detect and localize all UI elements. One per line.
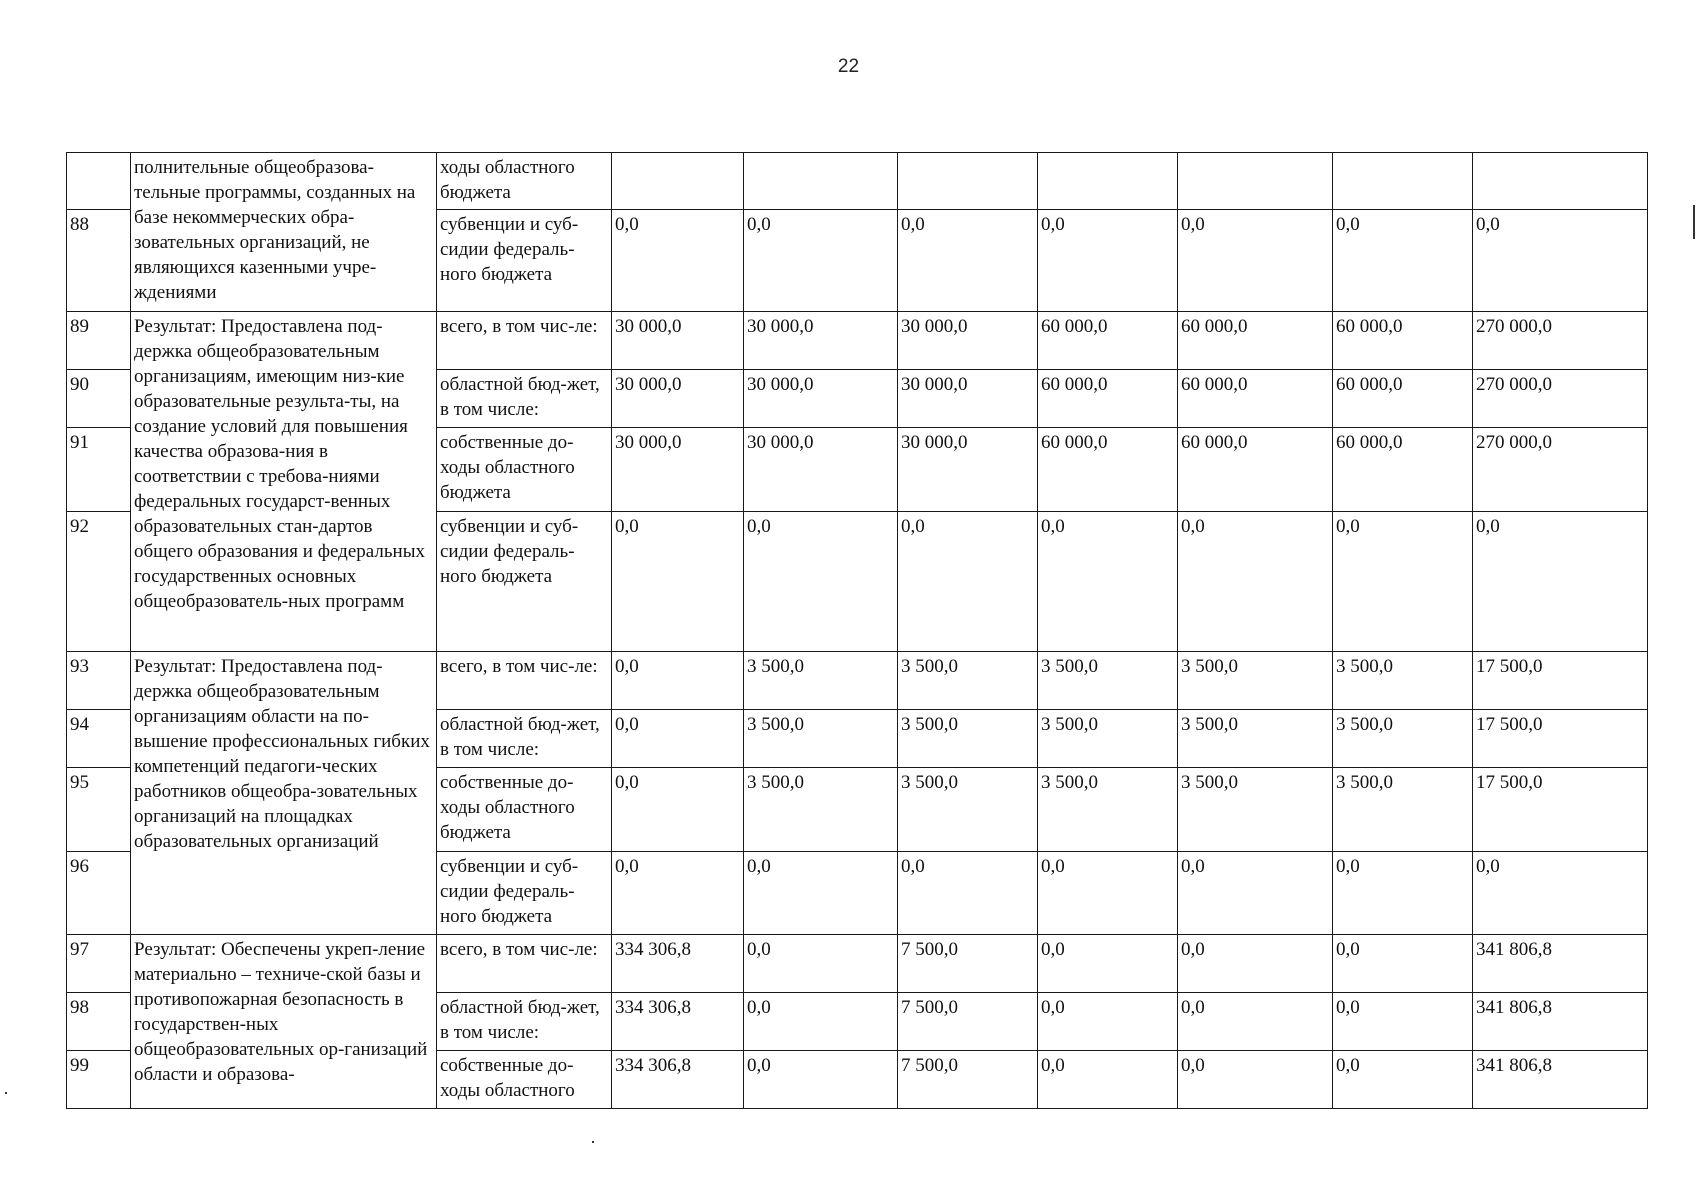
amount-cell: 3 500,0 — [744, 652, 898, 710]
amount-cell: 0,0 — [1333, 512, 1473, 652]
amount-cell: 30 000,0 — [744, 370, 898, 428]
funding-source: субвенции и суб-сидии федераль-ного бюджета — [437, 512, 612, 652]
funding-source: областной бюд-жет, в том числе: — [437, 370, 612, 428]
amount-cell: 0,0 — [1473, 210, 1648, 312]
amount-cell: 0,0 — [1038, 993, 1178, 1051]
amount-cell: 60 000,0 — [1038, 312, 1178, 370]
row-number — [67, 153, 131, 210]
funding-source: собственные до-ходы областного бюджета — [437, 768, 612, 852]
row-number: 98 — [67, 993, 131, 1051]
amount-cell: 60 000,0 — [1333, 370, 1473, 428]
amount-cell: 0,0 — [1038, 1051, 1178, 1109]
amount-cell — [744, 153, 898, 210]
amount-cell: 0,0 — [744, 993, 898, 1051]
amount-cell: 3 500,0 — [1178, 768, 1333, 852]
result-description: полнительные общеобразова-тельные программы, созданных на базе некоммерческих обра-зовательных организаций, не являющихся казенными учре-ждениями — [131, 153, 437, 312]
amount-cell: 3 500,0 — [898, 768, 1038, 852]
amount-cell: 270 000,0 — [1473, 312, 1648, 370]
amount-cell: 30 000,0 — [898, 312, 1038, 370]
funding-source: всего, в том чис-ле: — [437, 935, 612, 993]
amount-cell: 0,0 — [1178, 512, 1333, 652]
row-number: 88 — [67, 210, 131, 312]
table-row — [67, 312, 1648, 370]
amount-cell: 7 500,0 — [898, 935, 1038, 993]
table-row — [67, 935, 1648, 993]
scan-mark-bottom — [592, 1141, 594, 1143]
amount-cell: 334 306,8 — [612, 993, 744, 1051]
amount-cell: 3 500,0 — [1038, 652, 1178, 710]
amount-cell: 0,0 — [1038, 512, 1178, 652]
amount-cell — [1333, 153, 1473, 210]
amount-cell: 60 000,0 — [1333, 428, 1473, 512]
row-number: 90 — [67, 370, 131, 428]
amount-cell: 0,0 — [1333, 1051, 1473, 1109]
amount-cell: 0,0 — [612, 768, 744, 852]
amount-cell: 17 500,0 — [1473, 710, 1648, 768]
amount-cell: 0,0 — [612, 652, 744, 710]
amount-cell: 3 500,0 — [1333, 768, 1473, 852]
amount-cell: 0,0 — [1333, 935, 1473, 993]
amount-cell — [612, 153, 744, 210]
funding-source: собственные до-ходы областного бюджета — [437, 428, 612, 512]
amount-cell: 3 500,0 — [744, 768, 898, 852]
amount-cell: 60 000,0 — [1038, 428, 1178, 512]
funding-source: областной бюд-жет, в том числе: — [437, 993, 612, 1051]
amount-cell: 60 000,0 — [1178, 428, 1333, 512]
amount-cell: 3 500,0 — [1038, 768, 1178, 852]
amount-cell: 17 500,0 — [1473, 768, 1648, 852]
amount-cell: 17 500,0 — [1473, 652, 1648, 710]
amount-cell: 0,0 — [1178, 935, 1333, 993]
amount-cell: 0,0 — [612, 852, 744, 935]
table-row — [67, 153, 1648, 210]
amount-cell: 3 500,0 — [744, 710, 898, 768]
amount-cell: 0,0 — [1178, 1051, 1333, 1109]
amount-cell: 60 000,0 — [1333, 312, 1473, 370]
result-description: Результат: Предоставлена под-держка общеобразовательным организациям области на по-вышение профессиональных гибких компетенций педагоги-ческих работников общеобра-зовательных организаций на площадках образовательных организаций — [131, 652, 437, 935]
row-number: 91 — [67, 428, 131, 512]
row-number: 92 — [67, 512, 131, 652]
amount-cell — [1178, 153, 1333, 210]
page-number: 22 — [837, 56, 860, 77]
table-row — [67, 652, 1648, 710]
row-number: 94 — [67, 710, 131, 768]
amount-cell: 3 500,0 — [898, 652, 1038, 710]
scan-mark-left — [5, 1092, 7, 1094]
row-number: 93 — [67, 652, 131, 710]
amount-cell: 3 500,0 — [1333, 652, 1473, 710]
amount-cell: 0,0 — [612, 710, 744, 768]
amount-cell: 3 500,0 — [1333, 710, 1473, 768]
amount-cell: 30 000,0 — [898, 428, 1038, 512]
row-number: 95 — [67, 768, 131, 852]
amount-cell: 0,0 — [898, 210, 1038, 312]
amount-cell: 3 500,0 — [898, 710, 1038, 768]
amount-cell: 0,0 — [1178, 210, 1333, 312]
amount-cell: 0,0 — [612, 210, 744, 312]
amount-cell: 60 000,0 — [1038, 370, 1178, 428]
result-description: Результат: Предоставлена под-держка общеобразовательным организациям, имеющим низ-кие образовательные результа-ты, на создание условий для повышения качества образова-ния в соответствии с требова-ниями федеральных государст-венных образовательных стан-дартов общего образования и федеральных государственных основных общеобразователь-ных программ — [131, 312, 437, 652]
row-number: 89 — [67, 312, 131, 370]
amount-cell: 0,0 — [1178, 993, 1333, 1051]
amount-cell: 0,0 — [1038, 210, 1178, 312]
amount-cell — [1038, 153, 1178, 210]
result-description: Результат: Обеспечены укреп-ление материально – техниче-ской базы и противопожарная безопасность в государствен-ных общеобразовательных ор-ганизаций области и образова- — [131, 935, 437, 1109]
amount-cell: 60 000,0 — [1178, 312, 1333, 370]
amount-cell: 30 000,0 — [744, 312, 898, 370]
amount-cell: 30 000,0 — [612, 370, 744, 428]
amount-cell: 0,0 — [1333, 210, 1473, 312]
amount-cell: 0,0 — [744, 852, 898, 935]
funding-source: собственные до-ходы областного — [437, 1051, 612, 1109]
row-number: 99 — [67, 1051, 131, 1109]
amount-cell: 270 000,0 — [1473, 428, 1648, 512]
budget-table — [66, 152, 1648, 1109]
amount-cell: 0,0 — [744, 210, 898, 312]
amount-cell: 30 000,0 — [612, 312, 744, 370]
amount-cell: 341 806,8 — [1473, 1051, 1648, 1109]
amount-cell: 0,0 — [744, 935, 898, 993]
amount-cell: 0,0 — [1473, 512, 1648, 652]
row-number: 97 — [67, 935, 131, 993]
amount-cell: 0,0 — [1333, 852, 1473, 935]
funding-source: субвенции и суб-сидии федераль-ного бюджета — [437, 210, 612, 312]
amount-cell: 334 306,8 — [612, 1051, 744, 1109]
table-body — [67, 153, 1648, 1109]
amount-cell: 341 806,8 — [1473, 993, 1648, 1051]
scan-mark-right — [1693, 205, 1695, 239]
amount-cell: 3 500,0 — [1038, 710, 1178, 768]
amount-cell: 0,0 — [1178, 852, 1333, 935]
amount-cell: 3 500,0 — [1178, 652, 1333, 710]
amount-cell: 3 500,0 — [1178, 710, 1333, 768]
amount-cell: 0,0 — [612, 512, 744, 652]
amount-cell — [898, 153, 1038, 210]
amount-cell: 0,0 — [1038, 935, 1178, 993]
funding-source: субвенции и суб-сидии федераль-ного бюджета — [437, 852, 612, 935]
amount-cell: 0,0 — [744, 1051, 898, 1109]
funding-source: ходы областного бюджета — [437, 153, 612, 210]
amount-cell: 0,0 — [898, 512, 1038, 652]
amount-cell: 30 000,0 — [898, 370, 1038, 428]
amount-cell: 0,0 — [898, 852, 1038, 935]
amount-cell: 0,0 — [1038, 852, 1178, 935]
amount-cell: 0,0 — [1333, 993, 1473, 1051]
amount-cell: 30 000,0 — [744, 428, 898, 512]
amount-cell: 0,0 — [1473, 852, 1648, 935]
amount-cell: 334 306,8 — [612, 935, 744, 993]
amount-cell: 7 500,0 — [898, 993, 1038, 1051]
amount-cell: 0,0 — [744, 512, 898, 652]
amount-cell: 60 000,0 — [1178, 370, 1333, 428]
amount-cell — [1473, 153, 1648, 210]
funding-source: всего, в том чис-ле: — [437, 312, 612, 370]
funding-source: областной бюд-жет, в том числе: — [437, 710, 612, 768]
amount-cell: 7 500,0 — [898, 1051, 1038, 1109]
amount-cell: 341 806,8 — [1473, 935, 1648, 993]
funding-source: всего, в том чис-ле: — [437, 652, 612, 710]
row-number: 96 — [67, 852, 131, 935]
amount-cell: 30 000,0 — [612, 428, 744, 512]
amount-cell: 270 000,0 — [1473, 370, 1648, 428]
